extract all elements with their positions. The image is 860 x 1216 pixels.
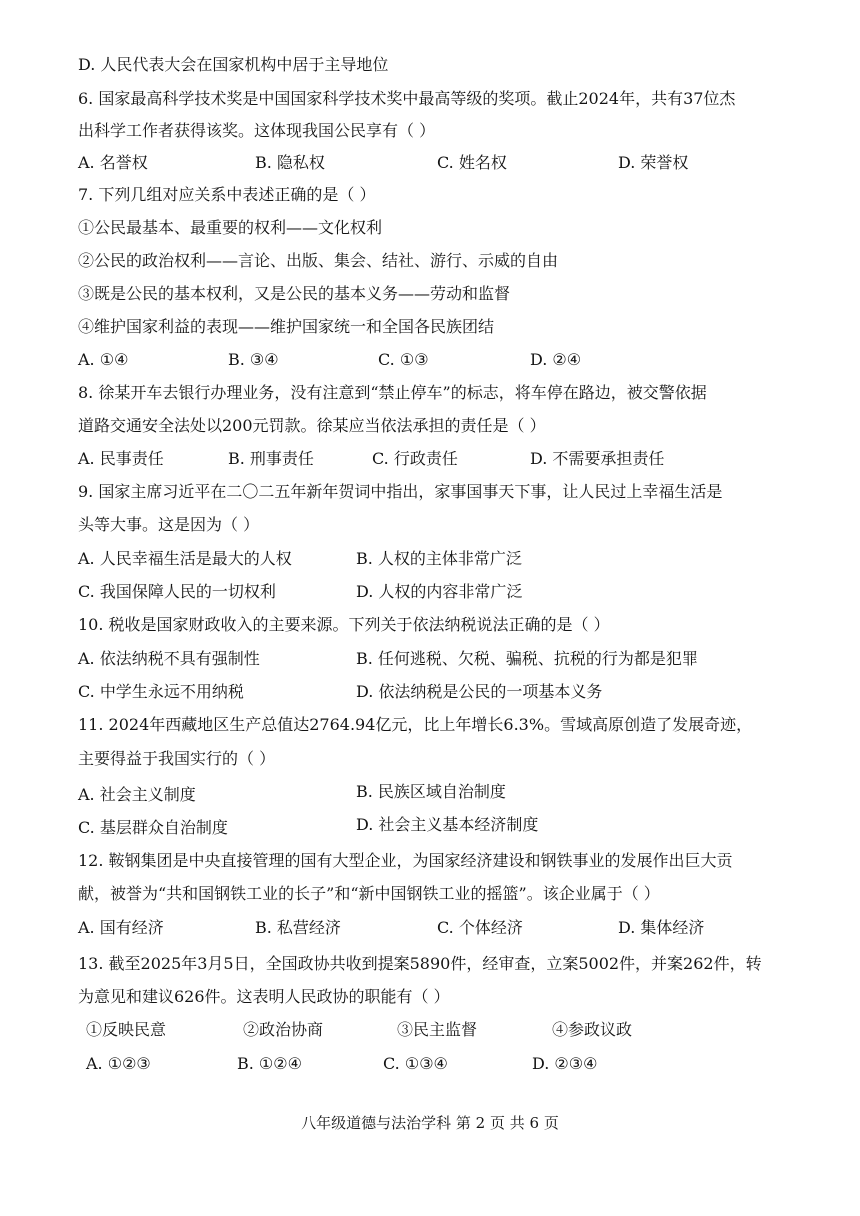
- question-9-stem-line-1: 9. 国家主席习近平在二〇二五年新年贺词中指出，家事国事天下事，让人民过上幸福生活是: [78, 482, 723, 501]
- question-7-statement-1: ①公民最基本、最重要的权利——文化权利: [78, 218, 383, 237]
- question-6-option-d: D. 荣誉权: [618, 153, 689, 172]
- question-13-option-c: C. ①③④: [383, 1054, 448, 1073]
- question-8-option-a: A. 民事责任: [78, 449, 164, 468]
- question-9-option-b: B. 人权的主体非常广泛: [356, 549, 522, 568]
- question-13-option-b: B. ①②④: [237, 1054, 302, 1073]
- question-13-item-1: ①反映民意: [86, 1020, 167, 1039]
- question-6-option-c: C. 姓名权: [437, 153, 507, 172]
- question-10-option-d: D. 依法纳税是公民的一项基本义务: [356, 682, 603, 701]
- question-13-item-3: ③民主监督: [397, 1020, 478, 1039]
- question-13-option-a: A. ①②③: [86, 1054, 151, 1073]
- question-13-item-2: ②政治协商: [243, 1020, 324, 1039]
- question-12-option-d: D. 集体经济: [618, 918, 705, 937]
- question-11-option-d: D. 社会主义基本经济制度: [356, 815, 539, 834]
- question-13-option-d: D. ②③④: [532, 1054, 598, 1073]
- question-9-option-d: D. 人权的内容非常广泛: [356, 582, 523, 601]
- question-11-option-a: A. 社会主义制度: [78, 785, 196, 804]
- question-9-option-c: C. 我国保障人民的一切权利: [78, 582, 276, 601]
- question-13-stem-line-2: 为意见和建议626件。这表明人民政协的职能有（ ）: [78, 987, 450, 1006]
- question-6-option-b: B. 隐私权: [255, 153, 325, 172]
- question-8-stem-line-1: 8. 徐某开车去银行办理业务，没有注意到“禁止停车”的标志，将车停在路边，被交警依据: [78, 383, 707, 402]
- question-8-stem-line-2: 道路交通安全法处以200元罚款。徐某应当依法承担的责任是（ ）: [78, 416, 546, 435]
- question-13-item-4: ④参政议政: [552, 1020, 633, 1039]
- page-footer: 八年级道德与法治学科 第 2 页 共 6 页: [301, 1114, 559, 1132]
- question-12-option-b: B. 私营经济: [255, 918, 341, 937]
- question-7-statement-2: ②公民的政治权利——言论、出版、集会、结社、游行、示威的自由: [78, 251, 559, 270]
- question-11-option-c: C. 基层群众自治制度: [78, 818, 228, 837]
- question-7-statement-4: ④维护国家利益的表现——维护国家统一和全国各民族团结: [78, 317, 495, 336]
- question-12-stem-line-2: 献，被誉为“共和国钢铁工业的长子”和“新中国钢铁工业的摇篮”。该企业属于（ ）: [78, 884, 660, 903]
- question-10-option-c: C. 中学生永远不用纳税: [78, 682, 244, 701]
- question-7-option-b: B. ③④: [228, 350, 279, 369]
- question-10-option-a: A. 依法纳税不具有强制性: [78, 649, 260, 668]
- question-7-stem: 7. 下列几组对应关系中表述正确的是（ ）: [78, 185, 376, 204]
- question-6-option-a: A. 名誉权: [78, 153, 148, 172]
- question-6-stem-line-1: 6. 国家最高科学技术奖是中国国家科学技术奖中最高等级的奖项。截止2024年，共有37位杰: [78, 89, 736, 108]
- question-9-stem-line-2: 头等大事。这是因为（ ）: [78, 515, 260, 534]
- question-6-stem-line-2: 出科学工作者获得该奖。这体现我国公民享有（ ）: [78, 121, 436, 140]
- question-13-stem-line-1: 13. 截至2025年3月5日，全国政协共收到提案5890件，经审查，立案5002件，并案262件，转: [78, 954, 762, 973]
- question-10-stem: 10. 税收是国家财政收入的主要来源。下列关于依法纳税说法正确的是（ ）: [78, 615, 610, 634]
- question-8-option-c: C. 行政责任: [372, 449, 458, 468]
- question-8-option-d: D. 不需要承担责任: [530, 449, 665, 468]
- question-9-option-a: A. 人民幸福生活是最大的人权: [78, 549, 292, 568]
- question-7-statement-3: ③既是公民的基本权利，又是公民的基本义务——劳动和监督: [78, 284, 511, 303]
- question-7-option-d: D. ②④: [530, 350, 582, 369]
- question-11-option-b: B. 民族区域自治制度: [356, 782, 506, 801]
- question-5-option-d: D. 人民代表大会在国家机构中居于主导地位: [78, 55, 389, 74]
- question-8-option-b: B. 刑事责任: [228, 449, 314, 468]
- question-7-option-c: C. ①③: [378, 350, 429, 369]
- question-11-stem-line-2: 主要得益于我国实行的（ ）: [78, 749, 276, 768]
- question-11-stem-line-1: 11. 2024年西藏地区生产总值达2764.94亿元，比上年增长6.3%。雪域高原创造了发展奇迹，: [78, 715, 753, 734]
- question-12-option-c: C. 个体经济: [437, 918, 523, 937]
- question-12-stem-line-1: 12. 鞍钢集团是中央直接管理的国有大型企业，为国家经济建设和钢铁事业的发展作出巨大贡: [78, 851, 733, 870]
- question-10-option-b: B. 任何逃税、欠税、骗税、抗税的行为都是犯罪: [356, 649, 698, 668]
- question-12-option-a: A. 国有经济: [78, 918, 164, 937]
- question-7-option-a: A. ①④: [78, 350, 129, 369]
